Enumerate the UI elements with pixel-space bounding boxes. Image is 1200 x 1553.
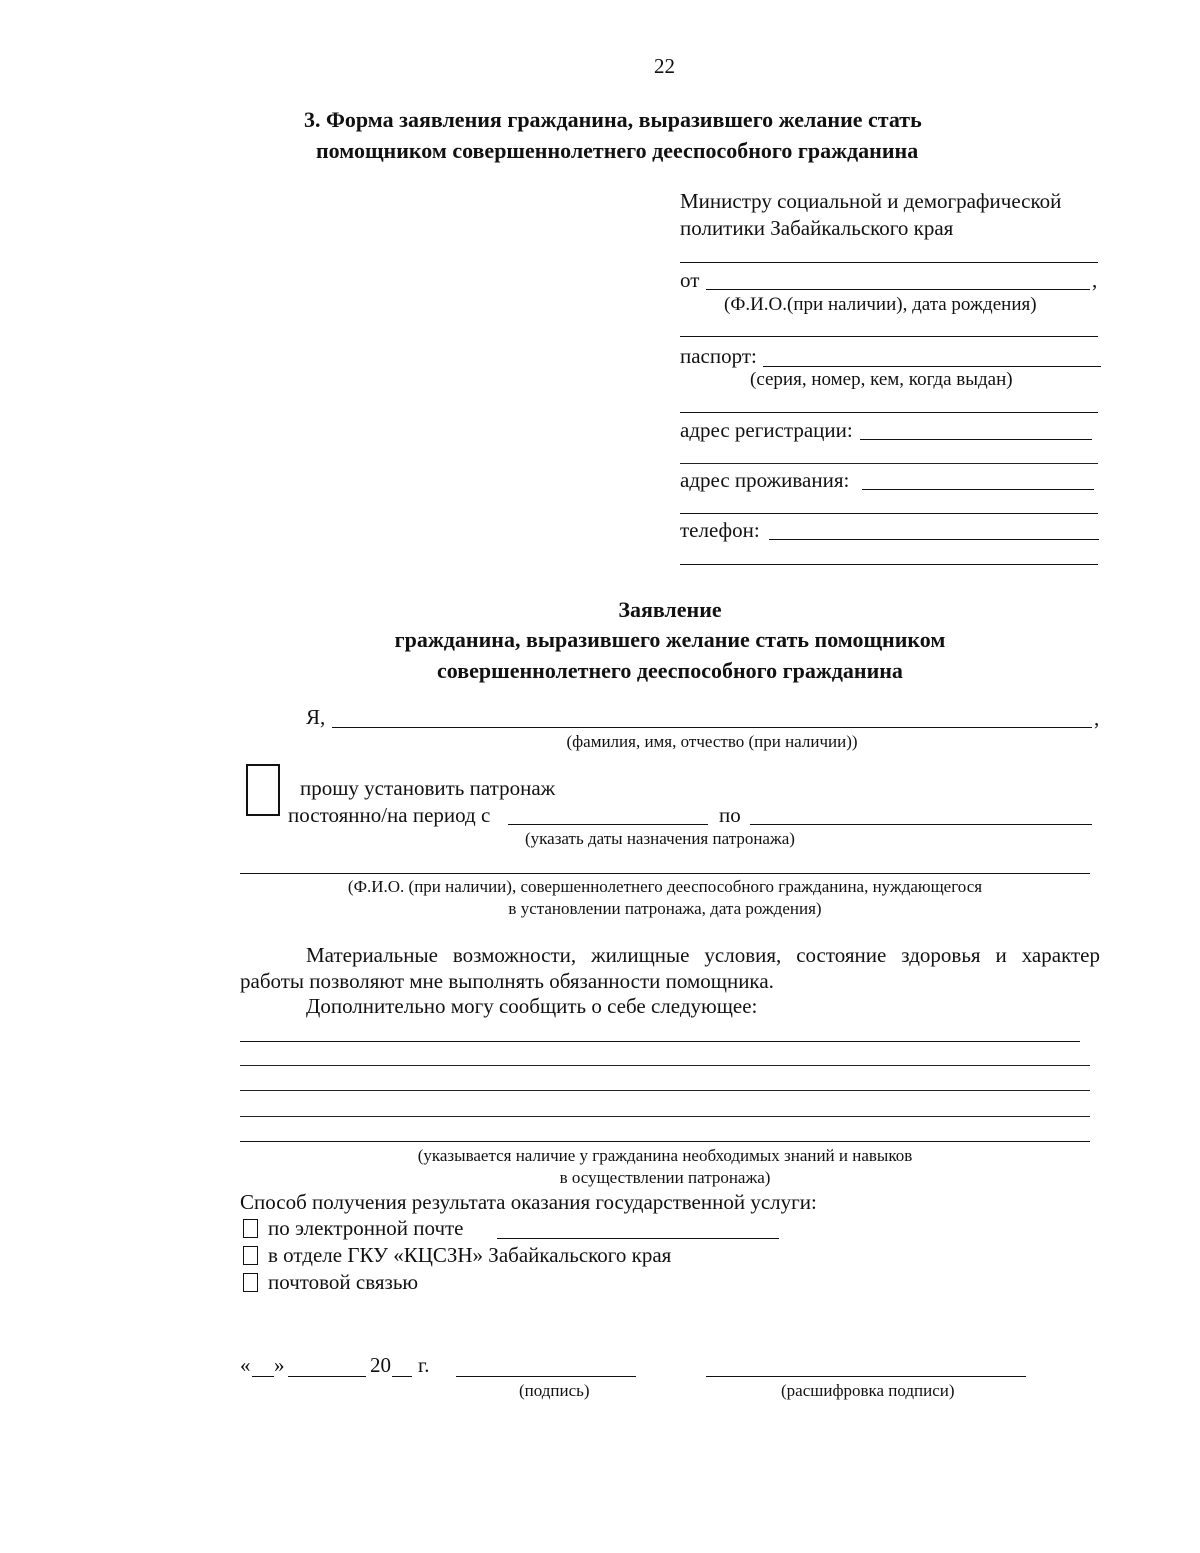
passport-extra-line[interactable]	[680, 412, 1098, 413]
live-address-field-line[interactable]	[862, 489, 1094, 490]
dates-hint: (указать даты назначения патронажа)	[525, 829, 795, 848]
applicant-hint: (фамилия, имя, отчество (при наличии))	[566, 732, 858, 751]
applicant-i-label: Я,	[306, 705, 326, 729]
form-title-line2: помощником совершеннолетнего дееспособного гражданина	[316, 138, 919, 163]
date-open-quote: «	[240, 1353, 251, 1377]
signature-decode-line[interactable]	[706, 1376, 1026, 1377]
date-year-line[interactable]	[392, 1376, 412, 1377]
signature-hint: (подпись)	[519, 1381, 590, 1400]
live-address-extra-line[interactable]	[680, 513, 1098, 514]
from-hint: (Ф.И.О.(при наличии), дата рождения)	[724, 294, 1037, 315]
skills-hint-line2: в осуществлении патронажа)	[559, 1168, 771, 1187]
signature-line[interactable]	[456, 1376, 636, 1377]
applicant-name-line[interactable]	[332, 727, 1092, 728]
live-address-label: адрес проживания:	[680, 468, 850, 492]
patronage-checkbox[interactable]	[246, 764, 280, 816]
signature-decode-hint: (расшифровка подписи)	[781, 1381, 955, 1400]
period-to-line[interactable]	[750, 824, 1092, 825]
person-name-line[interactable]	[240, 873, 1090, 874]
delivery-email-field-line[interactable]	[497, 1238, 779, 1239]
reg-address-label: адрес регистрации:	[680, 418, 853, 442]
form-title-line1: 3. Форма заявления гражданина, выразившего желание стать	[304, 107, 922, 132]
from-label: от	[680, 268, 700, 292]
delivery-heading: Способ получения результата оказания государственной услуги:	[240, 1190, 817, 1214]
delivery-post-checkbox[interactable]	[243, 1273, 258, 1292]
delivery-office-checkbox[interactable]	[243, 1246, 258, 1265]
page-number: 22	[654, 54, 675, 78]
para2: Дополнительно могу сообщить о себе следующее:	[306, 994, 758, 1018]
passport-label: паспорт:	[680, 344, 757, 368]
para1-line1: Материальные возможности, жилищные условия, состояние здоровья и характер	[306, 943, 1100, 967]
delivery-email-checkbox[interactable]	[243, 1219, 258, 1238]
phone-extra-line[interactable]	[680, 564, 1098, 565]
period-from-line[interactable]	[508, 824, 708, 825]
phone-field-line[interactable]	[769, 539, 1099, 540]
person-hint-line1: (Ф.И.О. (при наличии), совершеннолетнего дееспособного гражданина, нуждающегося	[347, 877, 983, 896]
date-day-line[interactable]	[252, 1376, 274, 1377]
passport-field-line[interactable]	[763, 366, 1101, 367]
request-period-label: постоянно/на период с	[288, 803, 491, 827]
request-line1: прошу установить патронаж	[300, 776, 556, 800]
statement-title: Заявление	[618, 597, 722, 622]
from-comma: ,	[1092, 268, 1098, 292]
delivery-email-label: по электронной почте	[268, 1216, 464, 1240]
year-suffix: г.	[418, 1353, 430, 1377]
statement-subtitle-line2: совершеннолетнего дееспособного гражданина	[437, 658, 903, 683]
passport-hint: (серия, номер, кем, когда выдан)	[750, 369, 1013, 390]
skills-hint-line1: (указывается наличие у гражданина необходимых знаний и навыков	[417, 1146, 913, 1165]
person-hint-line2: в установлении патронажа, дата рождения)	[508, 899, 822, 918]
date-close-quote: »	[274, 1353, 285, 1377]
delivery-office-label: в отделе ГКУ «КЦСЗН» Забайкальского края	[268, 1243, 672, 1267]
reg-address-extra-line[interactable]	[680, 463, 1098, 464]
date-month-line[interactable]	[288, 1376, 366, 1377]
year-prefix: 20	[370, 1353, 391, 1377]
applicant-comma: ,	[1094, 706, 1100, 730]
info-line-5[interactable]	[240, 1141, 1090, 1142]
addressee-line1: Министру социальной и демографической	[680, 189, 1062, 213]
info-line-3[interactable]	[240, 1090, 1090, 1091]
reg-address-field-line[interactable]	[860, 439, 1092, 440]
delivery-post-label: почтовой связью	[268, 1270, 419, 1294]
info-line-2[interactable]	[240, 1065, 1090, 1066]
from-extra-line[interactable]	[680, 336, 1098, 337]
request-to-label: по	[719, 803, 741, 827]
statement-subtitle-line1: гражданина, выразившего желание стать помощником	[394, 627, 946, 652]
para1-line2: работы позволяют мне выполнять обязанности помощника.	[240, 969, 774, 993]
from-field-line[interactable]	[706, 289, 1090, 290]
phone-label: телефон:	[680, 518, 760, 542]
info-line-4[interactable]	[240, 1116, 1090, 1117]
info-line-1[interactable]	[240, 1041, 1080, 1042]
addressee-line2: политики Забайкальского края	[680, 216, 954, 240]
addressee-blank-line[interactable]	[680, 262, 1098, 263]
